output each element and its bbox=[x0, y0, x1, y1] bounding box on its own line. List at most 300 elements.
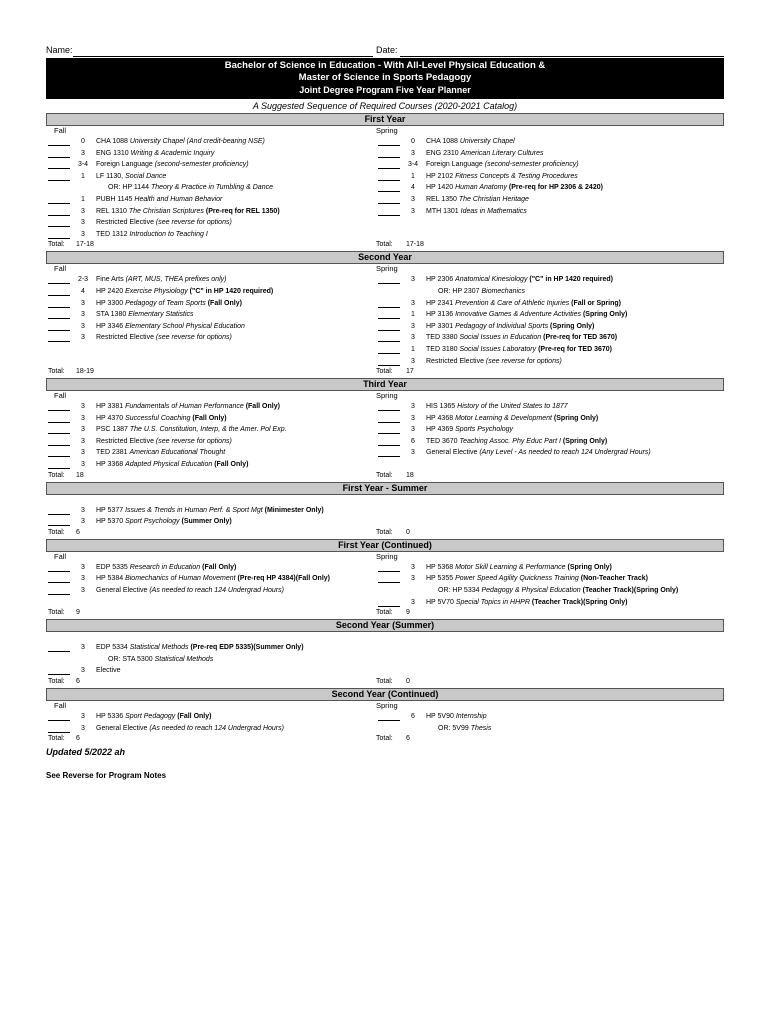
course-row bbox=[376, 642, 706, 654]
term-label: Fall bbox=[54, 264, 67, 274]
total-label: Total: bbox=[376, 735, 393, 743]
course-row bbox=[46, 229, 376, 241]
course-description bbox=[96, 562, 376, 574]
section-columns bbox=[46, 495, 724, 538]
course-code: HP 5384 bbox=[96, 575, 124, 583]
course-note: (Teacher Track)(Spring Only) bbox=[531, 598, 628, 606]
course-row bbox=[376, 171, 706, 183]
course-name: Pedagogy & Physical Education bbox=[481, 587, 581, 595]
course-name: Sport Psychology bbox=[125, 518, 180, 526]
course-note: (Pre-req HP 4384)(Fall Only) bbox=[237, 575, 330, 583]
course-row bbox=[376, 516, 706, 528]
grade-blank[interactable] bbox=[48, 334, 70, 342]
course-row bbox=[46, 516, 376, 528]
course-description bbox=[96, 148, 376, 160]
course-row bbox=[46, 424, 376, 436]
planner-page bbox=[46, 42, 724, 780]
grade-blank[interactable] bbox=[48, 150, 70, 158]
course-description bbox=[96, 723, 376, 735]
course-description bbox=[426, 136, 706, 148]
course-description bbox=[426, 447, 706, 459]
course-row bbox=[46, 332, 376, 344]
grade-blank[interactable] bbox=[378, 346, 400, 354]
term-label bbox=[376, 495, 706, 505]
course-code: Restricted Elective bbox=[96, 219, 154, 227]
course-row bbox=[46, 217, 376, 229]
credit-hours: 3 bbox=[411, 563, 415, 571]
course-description bbox=[426, 182, 706, 194]
term-label: Spring bbox=[376, 391, 398, 401]
course-code: TED 3670 bbox=[426, 437, 458, 445]
course-description bbox=[96, 436, 376, 448]
course-name: (ART, MUS, THEA prefixes only) bbox=[125, 276, 227, 284]
course-row bbox=[46, 665, 376, 677]
course-code: OR: HP 1144 bbox=[108, 184, 149, 192]
credit-hours: 3 bbox=[411, 334, 415, 342]
grade-blank[interactable] bbox=[48, 208, 70, 216]
course-description bbox=[426, 206, 706, 218]
section-title: Second Year (Continued) bbox=[46, 688, 724, 701]
course-code: EDP 5334 bbox=[96, 644, 128, 652]
grade-blank[interactable] bbox=[48, 415, 70, 423]
total-label: Total: bbox=[376, 609, 393, 617]
course-description bbox=[96, 298, 376, 310]
name-date-bar bbox=[46, 42, 724, 58]
course-code: General Elective bbox=[426, 449, 478, 457]
course-description bbox=[426, 413, 706, 425]
credit-hours: 3 bbox=[81, 667, 85, 675]
course-note: ("C" in HP 1420 required) bbox=[529, 276, 613, 284]
right-column bbox=[376, 552, 706, 618]
credit-hours: 3 bbox=[81, 207, 85, 215]
course-code: HP 1420 bbox=[426, 184, 454, 192]
term-total bbox=[376, 734, 706, 744]
grade-blank[interactable] bbox=[378, 208, 400, 216]
grade-blank[interactable] bbox=[48, 518, 70, 526]
course-row bbox=[46, 505, 376, 517]
course-code: TED 2381 bbox=[96, 449, 128, 457]
course-name: Introduction to Teaching I bbox=[129, 230, 208, 238]
date-label: Date: bbox=[376, 45, 398, 55]
course-code: ENG 1310 bbox=[96, 149, 129, 157]
grade-blank bbox=[48, 184, 70, 191]
course-code: LF 1130, bbox=[96, 172, 124, 180]
grade-blank[interactable] bbox=[48, 196, 70, 204]
course-code: Fine Arts bbox=[96, 276, 124, 284]
grade-blank[interactable] bbox=[378, 599, 400, 607]
course-row bbox=[46, 182, 376, 194]
course-row bbox=[46, 194, 376, 206]
credit-hours: 3 bbox=[81, 403, 85, 411]
left-column bbox=[46, 264, 376, 377]
course-row bbox=[46, 309, 376, 321]
course-code: OR: STA 5300 bbox=[108, 655, 153, 663]
course-row bbox=[46, 597, 376, 609]
course-row bbox=[376, 148, 706, 160]
grade-blank[interactable] bbox=[378, 426, 400, 434]
course-code: HP 4370 bbox=[96, 414, 124, 422]
course-name: (see reverse for options) bbox=[485, 357, 562, 365]
course-description bbox=[426, 298, 706, 310]
grade-blank[interactable] bbox=[48, 231, 70, 239]
course-name: (second-semester proficiency) bbox=[484, 161, 579, 169]
course-name: Special Topics in HHPR bbox=[455, 598, 530, 606]
course-note: (Fall Only) bbox=[245, 403, 280, 411]
grade-blank[interactable] bbox=[48, 219, 70, 227]
course-code: EDP 5335 bbox=[96, 563, 128, 571]
course-row bbox=[376, 459, 706, 471]
credit-hours: 3 bbox=[81, 311, 85, 319]
course-description bbox=[96, 505, 376, 517]
grade-blank[interactable] bbox=[48, 725, 70, 733]
total-label: Total: bbox=[376, 241, 393, 249]
grade-blank[interactable] bbox=[48, 161, 70, 169]
course-note: (Spring Only) bbox=[550, 322, 595, 330]
course-row bbox=[46, 136, 376, 148]
total-label: Total: bbox=[48, 368, 65, 376]
credit-hours: 3 bbox=[81, 644, 85, 652]
total-label: Total: bbox=[376, 678, 393, 685]
credit-hours: 6 bbox=[411, 437, 415, 445]
course-name: Adapted Physical Education bbox=[125, 461, 213, 469]
course-name: Prevention & Care of Athletic Injuries bbox=[455, 299, 570, 307]
grade-blank[interactable] bbox=[48, 507, 70, 515]
course-code: ENG 2310 bbox=[426, 149, 459, 157]
course-row bbox=[376, 298, 706, 310]
course-name: Biomechanics of Human Movement bbox=[125, 575, 236, 583]
course-code: TED 1312 bbox=[96, 230, 128, 238]
total-value: 17-18 bbox=[76, 241, 94, 249]
course-name: Innovative Games & Adventure Activities bbox=[455, 311, 582, 319]
grade-blank[interactable] bbox=[378, 449, 400, 457]
grade-blank[interactable] bbox=[378, 323, 400, 331]
total-label: Total: bbox=[376, 368, 393, 376]
course-name: University Chapel (And credit-bearing NSE) bbox=[129, 138, 265, 145]
course-row bbox=[46, 148, 376, 160]
grade-blank[interactable] bbox=[378, 713, 400, 721]
course-description bbox=[96, 332, 376, 344]
credit-hours: 3-4 bbox=[77, 161, 89, 169]
grade-blank[interactable] bbox=[48, 575, 70, 583]
course-name: Theory & Practice in Tumbling & Dance bbox=[150, 184, 273, 192]
section-title: First Year (Continued) bbox=[46, 539, 724, 552]
grade-blank[interactable] bbox=[48, 403, 70, 411]
course-row bbox=[376, 413, 706, 425]
credit-hours: 3 bbox=[81, 506, 85, 514]
course-description bbox=[426, 424, 706, 436]
credit-hours: 6 bbox=[411, 713, 415, 720]
course-description bbox=[426, 356, 706, 368]
total-value: 18-19 bbox=[76, 368, 94, 376]
course-name: Exercise Physiology bbox=[125, 287, 188, 295]
grade-blank[interactable] bbox=[378, 575, 400, 583]
grade-blank[interactable] bbox=[48, 138, 70, 146]
course-description bbox=[96, 642, 376, 654]
course-name: Social Dance bbox=[125, 172, 167, 180]
credit-hours: 3 bbox=[81, 149, 85, 157]
total-label: Total: bbox=[376, 471, 393, 479]
course-note: (Spring Only) bbox=[562, 437, 608, 445]
credit-hours: 3 bbox=[81, 219, 85, 227]
course-name: Motor Learning & Development bbox=[455, 414, 552, 422]
course-description bbox=[96, 413, 376, 425]
course-code: HP 3301 bbox=[426, 322, 454, 330]
grade-blank[interactable] bbox=[378, 415, 400, 423]
credit-hours bbox=[400, 286, 426, 298]
course-code: HP 5368 bbox=[426, 563, 454, 571]
credit-hours: 3 bbox=[81, 299, 85, 307]
course-description bbox=[96, 194, 376, 206]
credit-hours: 3 bbox=[81, 230, 85, 238]
credit-hours: 3 bbox=[411, 426, 415, 434]
course-note: (Pre-req for HP 2306 & 2420) bbox=[508, 184, 603, 192]
section-title: Third Year bbox=[46, 378, 724, 391]
grade-blank[interactable] bbox=[48, 564, 70, 572]
course-name: Anatomical Kinesiology bbox=[455, 276, 528, 284]
grade-blank[interactable] bbox=[378, 300, 400, 308]
grade-blank[interactable] bbox=[378, 564, 400, 572]
course-name: Pedagogy of Team Sports bbox=[125, 299, 206, 307]
total-value: 6 bbox=[406, 735, 410, 743]
course-code: HP 3300 bbox=[96, 299, 124, 307]
course-name: (see reverse for options) bbox=[155, 334, 232, 342]
course-note: (Fall Only) bbox=[177, 713, 212, 720]
grade-blank[interactable] bbox=[48, 667, 70, 675]
course-description bbox=[96, 459, 376, 471]
course-row bbox=[46, 642, 376, 654]
grade-blank[interactable] bbox=[48, 276, 70, 284]
course-name: Fundamentals of Human Performance bbox=[125, 403, 244, 411]
term-label bbox=[376, 632, 706, 642]
course-row bbox=[376, 401, 706, 413]
term-total bbox=[376, 240, 706, 250]
grade-blank[interactable] bbox=[378, 311, 400, 319]
total-value: 9 bbox=[76, 609, 80, 617]
course-row bbox=[46, 413, 376, 425]
course-description bbox=[96, 217, 376, 229]
course-note: (Pre-req EDP 5335)(Summer Only) bbox=[190, 644, 304, 652]
course-description bbox=[96, 182, 376, 194]
course-code: CHA 1088 bbox=[426, 138, 458, 145]
grade-blank[interactable] bbox=[48, 438, 70, 446]
catalog-subtitle: A Suggested Sequence of Required Courses (2020-2021 Catalog) bbox=[252, 101, 518, 111]
credit-hours bbox=[70, 182, 96, 194]
grade-blank[interactable] bbox=[378, 138, 400, 146]
course-name: Ideas in Mathematics bbox=[460, 207, 527, 215]
course-code: Elective bbox=[96, 667, 121, 675]
credit-hours: 4 bbox=[81, 287, 85, 295]
course-code: OR: HP 5334 bbox=[438, 587, 480, 595]
grade-blank[interactable] bbox=[378, 150, 400, 158]
term-total bbox=[46, 608, 376, 618]
course-row bbox=[376, 447, 706, 459]
course-name: Sports Psychology bbox=[455, 426, 514, 434]
credit-hours: 1 bbox=[411, 345, 415, 353]
credit-hours bbox=[400, 585, 426, 597]
grade-blank[interactable] bbox=[378, 438, 400, 446]
credit-hours: 1 bbox=[81, 172, 85, 180]
course-code: TED 3180 bbox=[426, 345, 458, 353]
grade-blank[interactable] bbox=[48, 311, 70, 319]
course-row bbox=[376, 562, 706, 574]
course-name: Internship bbox=[455, 713, 487, 720]
credit-hours: 2-3 bbox=[77, 276, 89, 284]
course-code: Foreign Language bbox=[96, 161, 153, 169]
term-label: Fall bbox=[54, 551, 67, 561]
course-row bbox=[46, 298, 376, 310]
course-row bbox=[376, 436, 706, 448]
course-code: OR: HP 2307 bbox=[438, 287, 480, 295]
course-description bbox=[426, 171, 706, 183]
grade-blank[interactable] bbox=[48, 288, 70, 296]
grade-blank[interactable] bbox=[378, 161, 400, 169]
course-row bbox=[376, 597, 706, 609]
section-columns bbox=[46, 701, 724, 744]
course-name: American Educational Thought bbox=[129, 449, 226, 457]
course-name: Fitness Concepts & Testing Procedures bbox=[455, 172, 578, 180]
grade-blank[interactable] bbox=[48, 449, 70, 457]
grade-blank[interactable] bbox=[48, 587, 70, 595]
credit-hours: 3 bbox=[81, 334, 85, 342]
course-code: CHA 1088 bbox=[96, 138, 128, 145]
right-column bbox=[376, 495, 706, 538]
section-columns bbox=[46, 391, 724, 481]
section-columns bbox=[46, 632, 724, 687]
course-description bbox=[96, 711, 376, 723]
course-name: (Any Level - As needed to reach 124 Undergrad Hours) bbox=[479, 449, 651, 457]
term-label: Spring bbox=[376, 126, 398, 135]
right-column bbox=[376, 264, 706, 377]
course-note: (Pre-req for TED 3670) bbox=[543, 334, 618, 342]
course-row bbox=[46, 159, 376, 171]
course-description bbox=[426, 194, 706, 206]
course-row bbox=[46, 459, 376, 471]
total-value: 18 bbox=[406, 471, 414, 479]
grade-blank[interactable] bbox=[48, 323, 70, 331]
course-description bbox=[426, 309, 706, 321]
grade-blank[interactable] bbox=[48, 300, 70, 308]
section-title: Second Year bbox=[46, 251, 724, 264]
course-row bbox=[46, 286, 376, 298]
grade-blank[interactable] bbox=[378, 196, 400, 204]
course-name: Power Speed Agility Quickness Training bbox=[455, 575, 579, 583]
course-row bbox=[46, 401, 376, 413]
grade-blank[interactable] bbox=[378, 184, 400, 192]
term-total bbox=[46, 528, 376, 538]
course-row bbox=[376, 424, 706, 436]
total-value: 17-18 bbox=[406, 241, 424, 249]
course-row bbox=[376, 182, 706, 194]
course-name: Health and Human Behavior bbox=[134, 195, 223, 203]
term-total bbox=[376, 608, 706, 618]
course-name: Research in Education bbox=[129, 563, 201, 571]
course-note: (Fall or Spring) bbox=[571, 299, 621, 307]
course-row bbox=[376, 159, 706, 171]
grade-blank[interactable] bbox=[48, 713, 70, 721]
grade-blank[interactable] bbox=[378, 334, 400, 342]
course-note: (Pre-req for REL 1350) bbox=[205, 207, 280, 215]
term-total bbox=[46, 677, 376, 687]
date-field[interactable] bbox=[400, 56, 724, 57]
term-total bbox=[376, 677, 706, 687]
course-row bbox=[46, 274, 376, 286]
course-name: Elementary School Physical Education bbox=[125, 322, 245, 330]
course-description bbox=[426, 274, 706, 286]
course-name: (As needed to reach 124 Undergrad Hours) bbox=[149, 724, 284, 732]
course-note: (Spring Only) bbox=[582, 311, 628, 319]
total-label: Total: bbox=[48, 609, 65, 617]
course-code: Restricted Elective bbox=[96, 334, 154, 342]
course-row bbox=[46, 321, 376, 333]
course-code: Restricted Elective bbox=[96, 437, 154, 445]
course-name: Social Issues Laboratory bbox=[459, 345, 537, 353]
course-name: Successful Coaching bbox=[125, 414, 191, 422]
course-row bbox=[46, 436, 376, 448]
term-total bbox=[46, 367, 376, 377]
course-description bbox=[426, 344, 706, 356]
grade-blank[interactable] bbox=[378, 403, 400, 411]
reverse-note: See Reverse for Program Notes bbox=[46, 771, 167, 781]
course-name: The Christian Heritage bbox=[458, 195, 529, 203]
course-description bbox=[426, 723, 706, 735]
credit-hours: 3 bbox=[411, 149, 415, 157]
course-row bbox=[376, 332, 706, 344]
total-label: Total: bbox=[48, 528, 65, 536]
course-name: History of the United States to 1877 bbox=[457, 403, 568, 411]
course-row bbox=[46, 447, 376, 459]
section-columns bbox=[46, 552, 724, 618]
sections-container bbox=[46, 113, 724, 744]
term-total bbox=[376, 367, 706, 377]
course-note: ("C" in HP 1420 required) bbox=[189, 287, 274, 295]
grade-blank[interactable] bbox=[48, 426, 70, 434]
course-description bbox=[96, 136, 376, 148]
course-row bbox=[376, 274, 706, 286]
course-name: Elementary Statistics bbox=[128, 311, 194, 319]
course-row bbox=[46, 573, 376, 585]
right-column bbox=[376, 126, 706, 250]
grade-blank[interactable] bbox=[48, 173, 70, 181]
credit-hours: 3 bbox=[411, 449, 415, 457]
credit-hours: 3 bbox=[81, 322, 85, 330]
course-code: HIS 1365 bbox=[426, 403, 456, 411]
grade-blank[interactable] bbox=[378, 173, 400, 181]
course-row bbox=[376, 229, 706, 241]
name-field[interactable] bbox=[73, 56, 373, 57]
course-description bbox=[96, 274, 376, 286]
term-total bbox=[46, 240, 376, 250]
course-description bbox=[96, 309, 376, 321]
course-description bbox=[96, 585, 376, 597]
credit-hours: 1 bbox=[411, 311, 415, 319]
total-value: 0 bbox=[406, 528, 410, 536]
total-value: 6 bbox=[76, 678, 80, 685]
course-code: HP 2341 bbox=[426, 299, 454, 307]
grade-blank[interactable] bbox=[378, 276, 400, 284]
grade-blank[interactable] bbox=[378, 358, 400, 366]
term-label: Fall bbox=[54, 126, 67, 135]
course-name: Biomechanics bbox=[481, 287, 526, 295]
course-row bbox=[46, 206, 376, 218]
course-name: American Literary Cultures bbox=[460, 149, 544, 157]
grade-blank bbox=[48, 656, 70, 663]
section-title: First Year bbox=[46, 113, 724, 126]
grade-blank[interactable] bbox=[48, 644, 70, 652]
course-name: Sport Pedagogy bbox=[125, 713, 176, 720]
grade-blank bbox=[378, 587, 400, 594]
grade-blank[interactable] bbox=[48, 461, 70, 469]
course-note: (Teacher Track)(Spring Only) bbox=[582, 587, 679, 595]
